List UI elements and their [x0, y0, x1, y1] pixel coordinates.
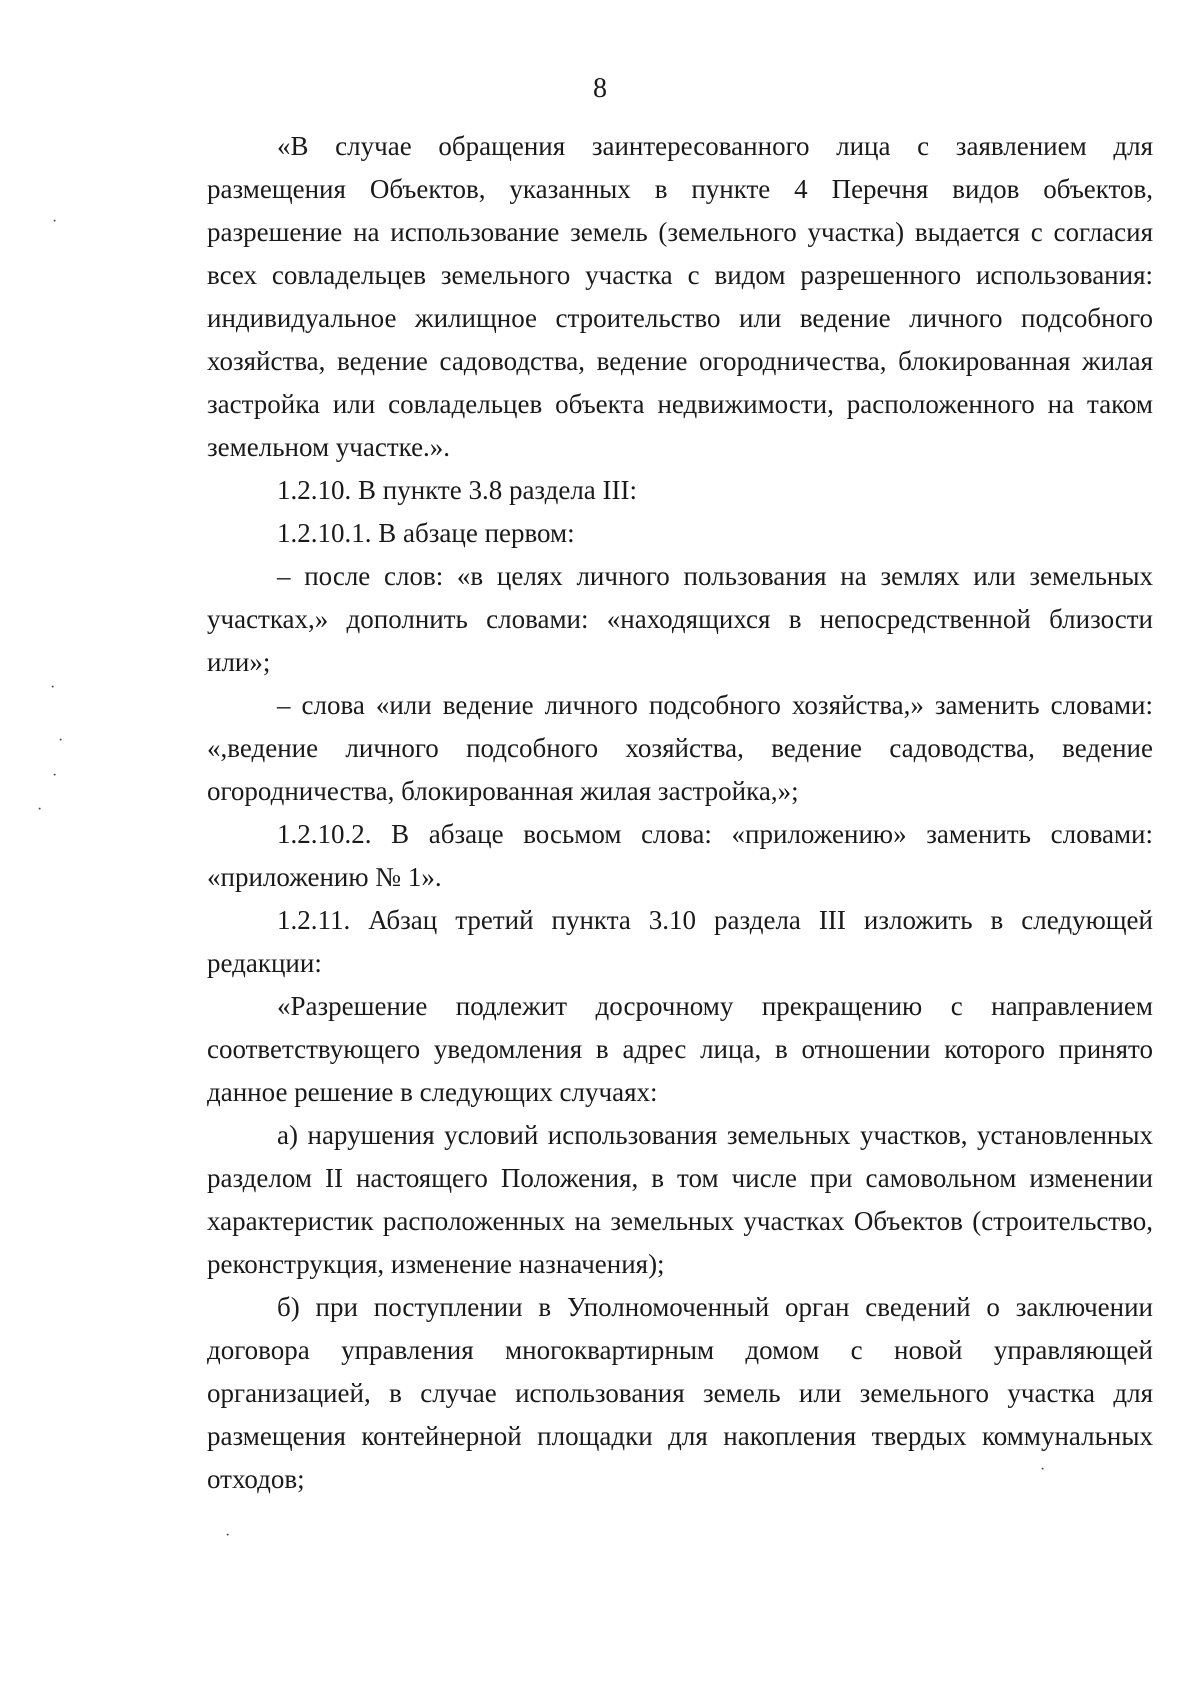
- paragraph-item-b: б) при поступлении в Уполномоченный орган сведений о заключении договора управления многоквартирным домом с новой управляющей организацией, в случае использования земель или земельного участка для размещения контейнерной площадки для накопления твердых коммунальных отходов;: [207, 1292, 1153, 1494]
- scan-speck-mark: ·: [58, 732, 64, 749]
- scan-speck-mark: ·: [50, 679, 56, 696]
- scan-speck-mark: ·: [52, 213, 58, 230]
- paragraph-item-a: а) нарушения условий использования земельных участков, установленных разделом II настоящего Положения, в том числе при самовольном изменении характеристик расположенных на земельных участках Объектов (строительство, реконструкция, изменение назначения);: [207, 1120, 1153, 1279]
- scan-speck-mark: ·: [225, 1527, 231, 1544]
- paragraph-1-2-10-2: 1.2.10.2. В абзаце восьмом слова: «приложению» заменить словами: «приложению № 1».: [207, 819, 1153, 892]
- paragraph-permit-termination: «Разрешение подлежит досрочному прекращению с направлением соответствующего уведомления в адрес лица, в отношении которого принято данное решение в следующих случаях:: [207, 991, 1153, 1107]
- paragraph-after-words-addition: – после слов: «в целях личного пользования на землях или земельных участках,» дополнить словами: «находящихся в непосредственной близости или»;: [207, 561, 1153, 677]
- paragraph-1-2-10-1: 1.2.10.1. В абзаце первом:: [277, 518, 575, 548]
- page-number: 8: [593, 73, 607, 104]
- paragraph-1-2-10: 1.2.10. В пункте 3.8 раздела III:: [277, 475, 638, 505]
- scan-speck-mark: ·: [52, 767, 58, 784]
- paragraph-quoted-objects-clause: «В случае обращения заинтересованного лица с заявлением для размещения Объектов, указанных в пункте 4 Перечня видов объектов, разрешение на использование земель (земельного участка) выдается с согласия всех совладельцев земельного участка с видом разрешенного использования: индивидуальное жилищное строительство или ведение личного подсобного хозяйства, ведение садоводства, ведение огородничества, блокированная жилая застройка или совладельцев объекта недвижимости, расположенного на таком земельном участке.».: [207, 131, 1153, 462]
- paragraph-words-replacement: – слова «или ведение личного подсобного хозяйства,» заменить словами: «,ведение личного подсобного хозяйства, ведение садоводства, ведение огородничества, блокированная жилая застройка,»;: [207, 690, 1153, 806]
- document-body: [207, 125, 1153, 1501]
- scan-speck-mark: ·: [1040, 1461, 1046, 1478]
- paragraph-1-2-11: 1.2.11. Абзац третий пункта 3.10 раздела III изложить в следующей редакции:: [207, 905, 1153, 978]
- scan-speck-mark: ·: [37, 801, 43, 818]
